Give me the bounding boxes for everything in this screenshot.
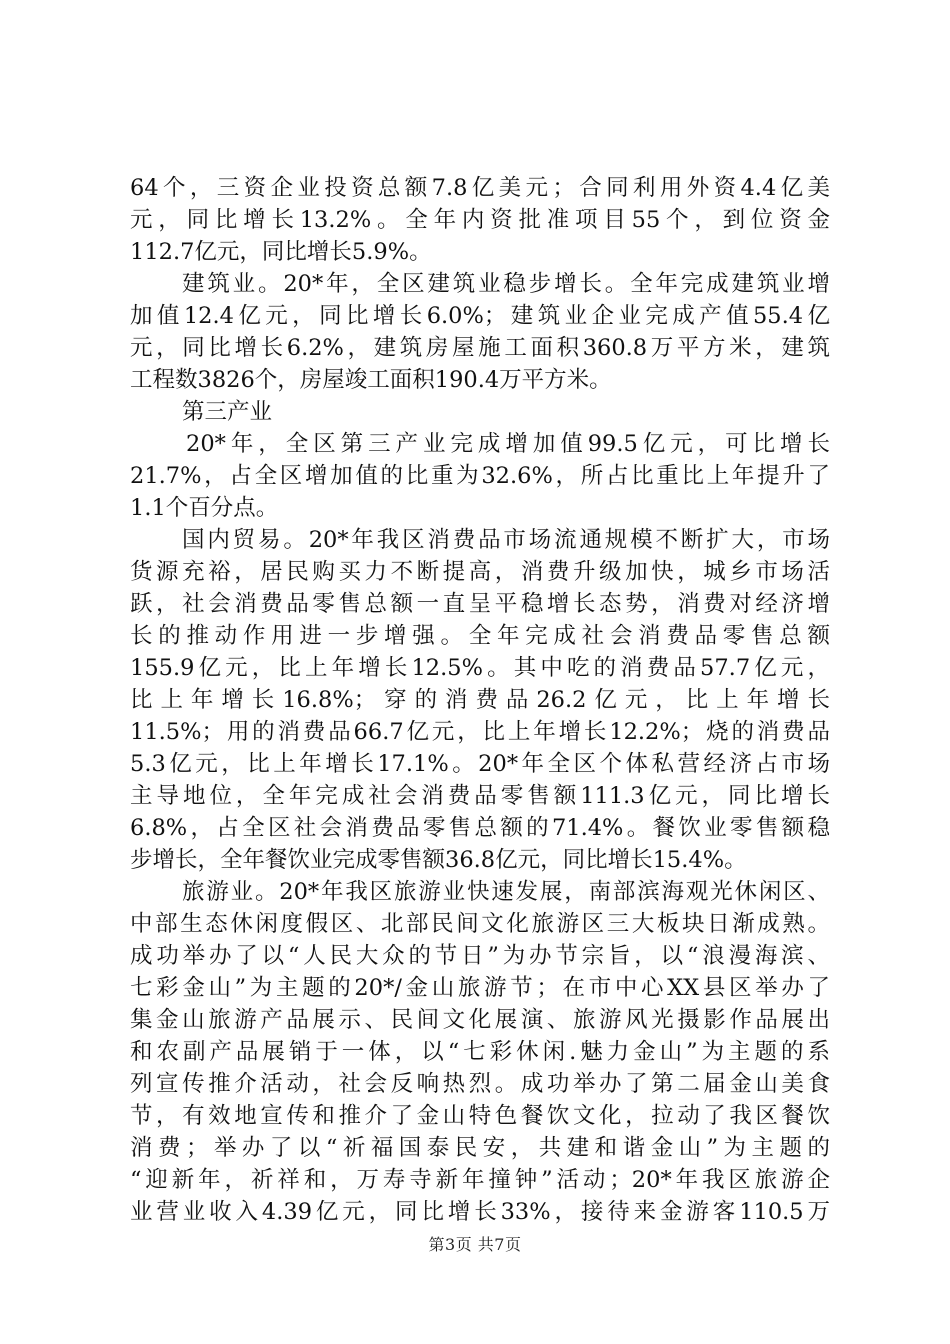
text-line: 业营业收入4.39亿元，同比增长33%，接待来金游客110.5万 [130,1199,830,1225]
text-line: 155.9亿元，比上年增长12.5%。其中吃的消费品57.7亿元， [130,655,830,681]
text-line: 元，同比增长13.2%。全年内资批准项目55个，到位资金 [130,207,830,233]
text-line: 跃，社会消费品零售总额一直呈平稳增长态势，消费对经济增 [130,591,830,617]
text-line: 加值12.4亿元，同比增长6.0%；建筑业企业完成产值55.4亿 [130,303,830,329]
text-line: 6.8%，占全区社会消费品零售总额的71.4%。餐饮业零售额稳 [130,815,830,841]
text-line: 20*年，全区第三产业完成增加值99.5亿元，可比增长 [186,431,830,457]
text-line: 节，有效地宣传和推介了金山特色餐饮文化，拉动了我区餐饮 [130,1103,830,1129]
text-line: 5.3亿元，比上年增长17.1%。20*年全区个体私营经济占市场 [130,751,830,777]
text-line: 七彩金山”为主题的20*/金山旅游节；在市中心XX县区举办了 [130,975,830,1001]
text-line: 64个，三资企业投资总额7.8亿美元；合同利用外资4.4亿美 [130,175,830,201]
text-line: 工程数3826个，房屋竣工面积190.4万平方米。 [130,367,612,393]
text-line: “迎新年，祈祥和，万寿寺新年撞钟”活动；20*年我区旅游企 [130,1167,830,1193]
text-line: 旅游业。20*年我区旅游业快速发展，南部滨海观光休闲区、 [182,879,830,905]
text-line: 成功举办了以“人民大众的节日”为办节宗旨，以“浪漫海滨、 [130,943,830,969]
text-line: 元，同比增长6.2%，建筑房屋施工面积360.8万平方米，建筑 [130,335,830,361]
text-line: 中部生态休闲度假区、北部民间文化旅游区三大板块日渐成熟。 [130,911,830,937]
text-line: 国内贸易。20*年我区消费品市场流通规模不断扩大，市场 [182,527,830,553]
section-heading: 第三产业 [182,399,273,425]
text-line: 消费；举办了以“祈福国泰民安，共建和谐金山”为主题的 [130,1135,830,1161]
text-line: 步增长，全年餐饮业完成零售额36.8亿元，同比增长15.4%。 [130,847,747,873]
text-line: 11.5%；用的消费品66.7亿元，比上年增长12.2%；烧的消费品 [130,719,830,745]
text-line: 货源充裕，居民购买力不断提高，消费升级加快，城乡市场活 [130,559,830,585]
page-number-label: 第3页 共7页 [428,1235,522,1254]
text-line: 21.7%，占全区增加值的比重为32.6%，所占比重比上年提升了 [130,463,830,489]
text-line: 列宣传推介活动，社会反响热烈。成功举办了第二届金山美食 [130,1071,830,1097]
page-footer [0,1232,950,1255]
text-line: 主导地位，全年完成社会消费品零售额111.3亿元，同比增长 [130,783,830,809]
text-line: 集金山旅游产品展示、民间文化展演、旅游风光摄影作品展出 [130,1007,830,1033]
text-line: 1.1个百分点。 [130,495,279,521]
body-text [130,172,830,1228]
text-line: 112.7亿元，同比增长5.9%。 [130,239,432,265]
text-line: 和农副产品展销于一体，以“七彩休闲.魅力金山”为主题的系 [130,1039,830,1065]
text-line: 比上年增长16.8%；穿的消费品26.2亿元，比上年增长 [130,687,830,713]
text-line: 建筑业。20*年，全区建筑业稳步增长。全年完成建筑业增 [182,271,830,297]
text-line: 长的推动作用进一步增强。全年完成社会消费品零售总额 [130,623,830,649]
